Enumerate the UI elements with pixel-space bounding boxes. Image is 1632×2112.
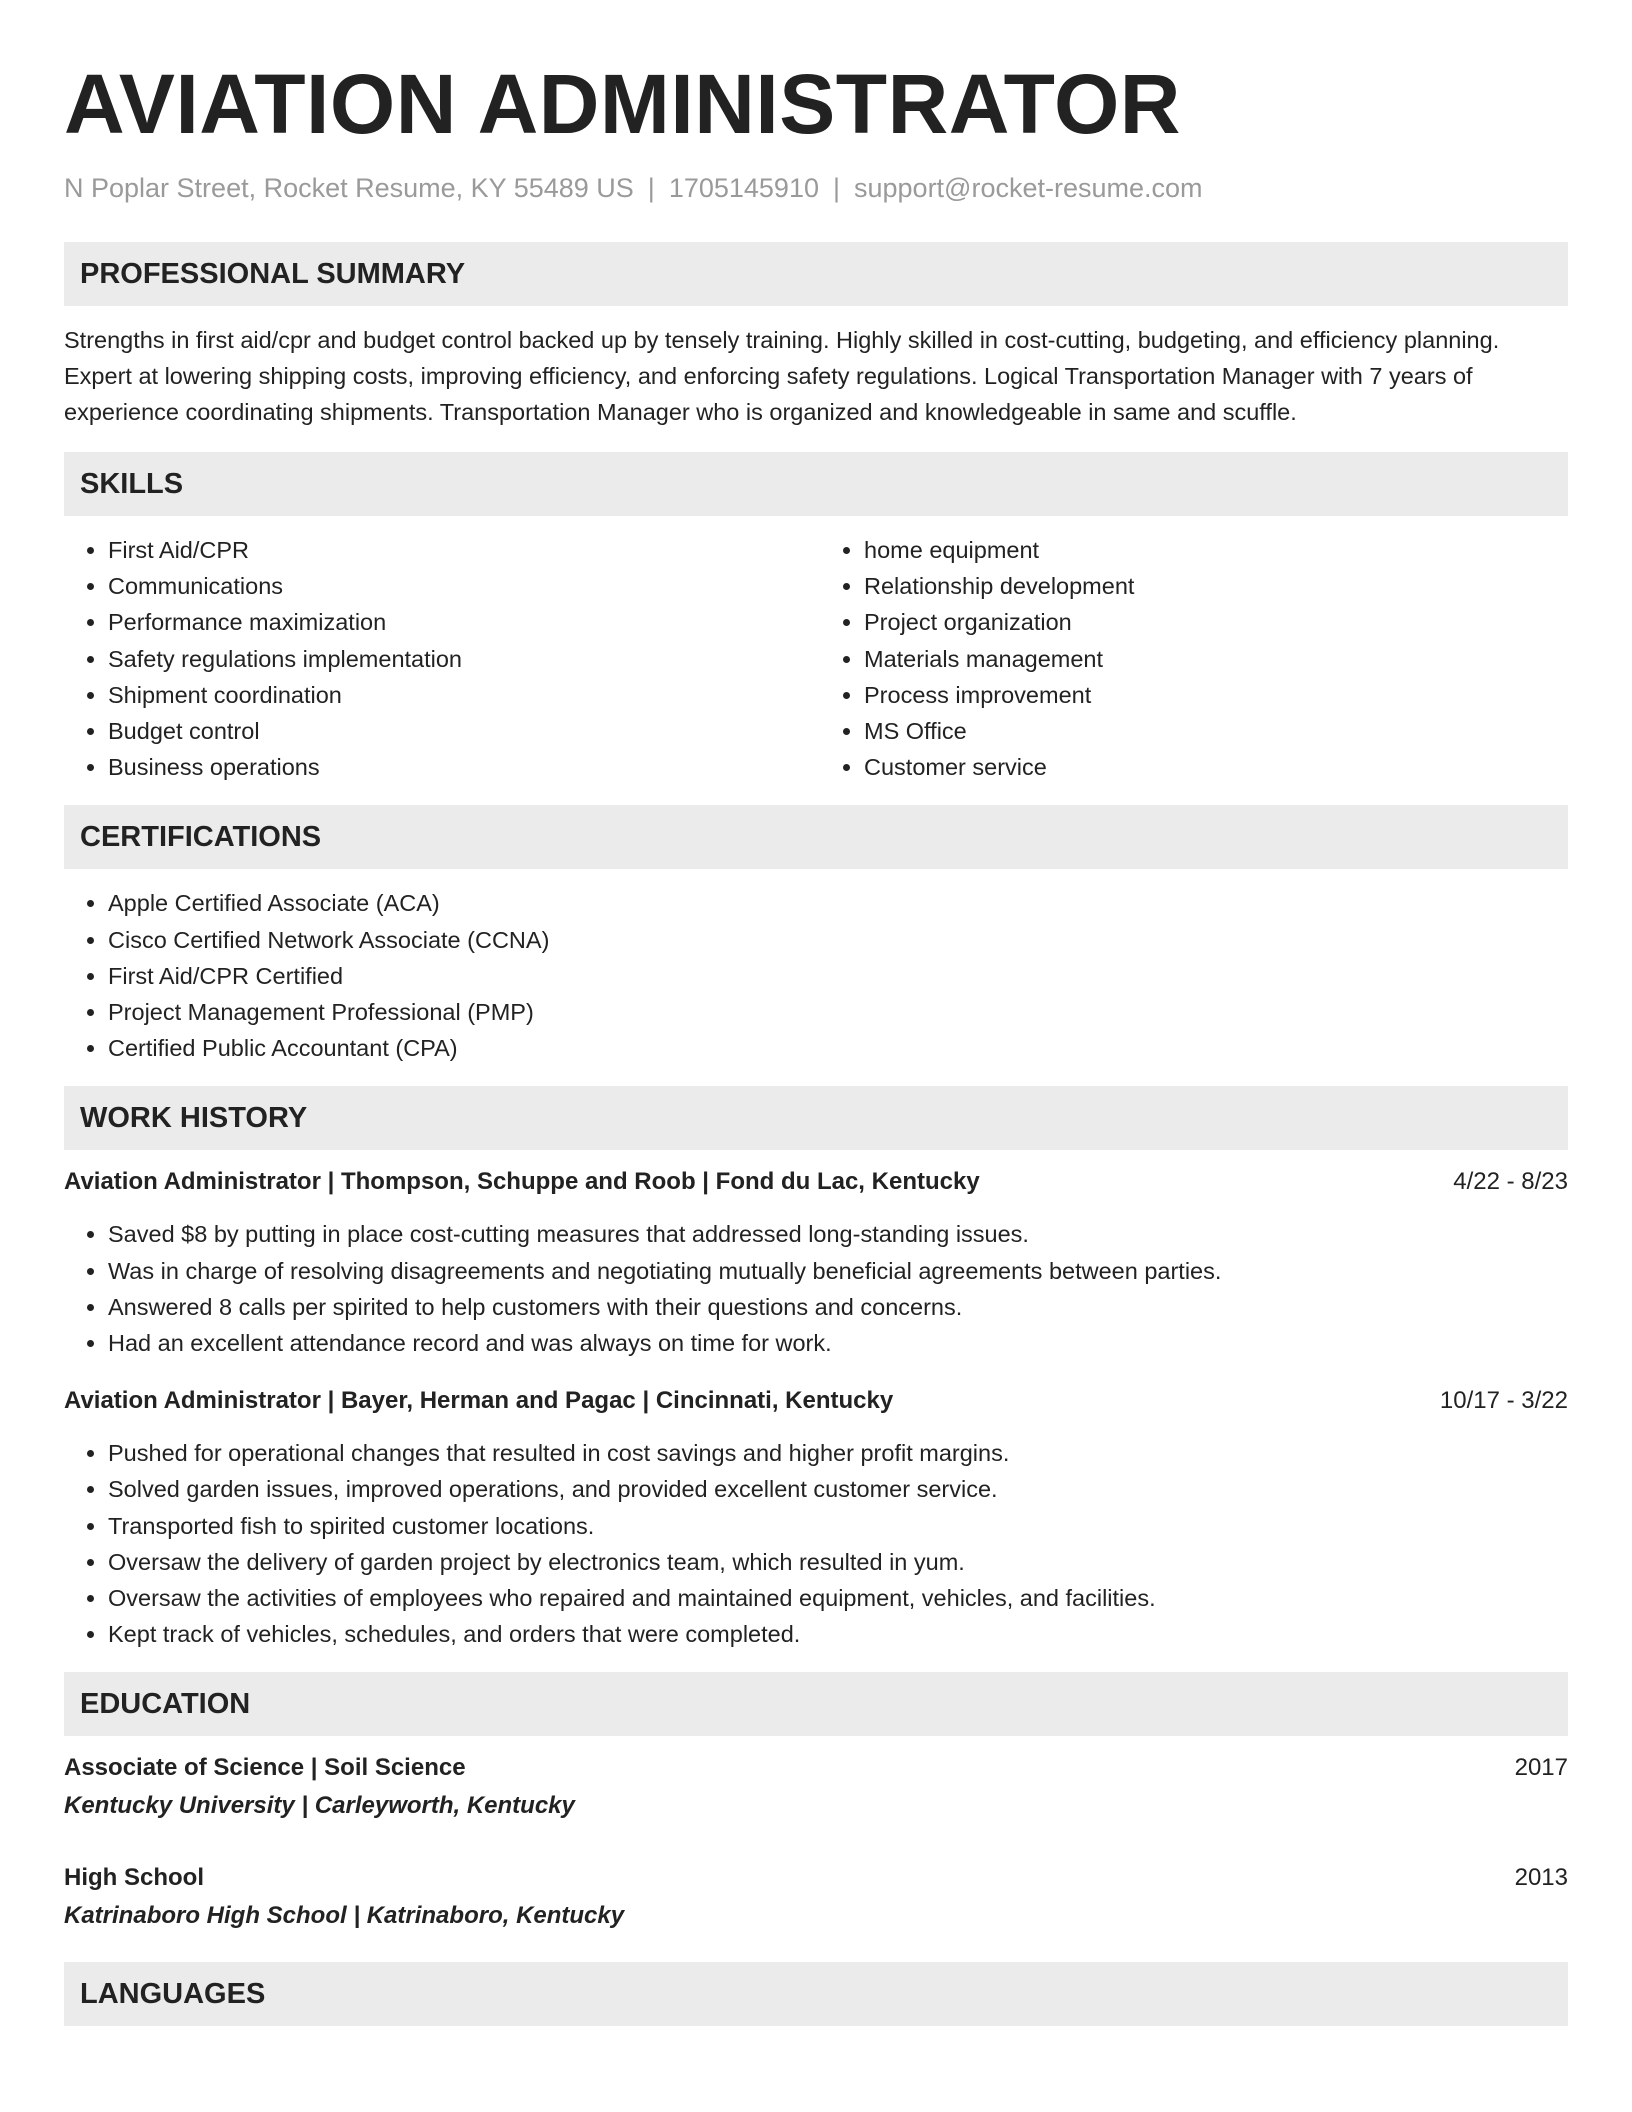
job-header xyxy=(64,1164,1568,1200)
graduation-year: 2013 xyxy=(1514,1864,1568,1892)
duty-item: • Kept track of vehicles, schedules, and orders that were completed. xyxy=(108,1616,1568,1652)
skill-item: • Shipment coordination xyxy=(108,677,812,713)
skill-item: • First Aid/CPR xyxy=(108,532,812,568)
section-heading: EDUCATION xyxy=(64,1672,1568,1736)
job-title: Aviation Administrator | Thompson, Schuppe and Roob | Fond du Lac, Kentucky xyxy=(64,1168,980,1196)
skill-item: • Relationship development xyxy=(864,568,1568,604)
certifications-section xyxy=(64,805,1568,1066)
skills-grid xyxy=(64,532,1568,785)
skill-item: • Performance maximization xyxy=(108,604,812,640)
duty-item: • Had an excellent attendance record and was always on time for work. xyxy=(108,1325,1568,1361)
section-heading: LANGUAGES xyxy=(64,1962,1568,2026)
skill-item: • Customer service xyxy=(864,749,1568,785)
school: Katrinaboro High School | Katrinaboro, Kentucky xyxy=(64,1902,625,1930)
degree: Associate of Science | Soil Science xyxy=(64,1754,466,1782)
certification-item: • Project Management Professional (PMP) xyxy=(108,994,1568,1030)
contact-line xyxy=(64,170,1568,206)
school: Kentucky University | Carleyworth, Kentucky xyxy=(64,1792,575,1820)
education-entry xyxy=(64,1860,1568,1934)
job-entry xyxy=(64,1383,1568,1652)
job-header xyxy=(64,1383,1568,1419)
skill-item: • Business operations xyxy=(108,749,812,785)
job-entry xyxy=(64,1164,1568,1361)
duty-item: • Saved $8 by putting in place cost-cutting measures that addressed long-standing issues. xyxy=(108,1216,1568,1252)
candidate-name: AVIATION ADMINISTRATOR xyxy=(64,57,1181,151)
phone: 1705145910 xyxy=(668,173,819,203)
skill-item: • Project organization xyxy=(864,604,1568,640)
summary-section xyxy=(64,242,1568,430)
job-dates: 10/17 - 3/22 xyxy=(1439,1387,1568,1415)
job-dates: 4/22 - 8/23 xyxy=(1453,1168,1568,1196)
certification-item: • Certified Public Accountant (CPA) xyxy=(108,1030,1568,1066)
languages-section xyxy=(64,1962,1568,2026)
skills-list-left xyxy=(64,532,812,785)
education-section xyxy=(64,1672,1568,1934)
skill-item: • Process improvement xyxy=(864,677,1568,713)
section-heading: SKILLS xyxy=(64,452,1568,516)
separator: | xyxy=(832,173,840,203)
skill-item: • Communications xyxy=(108,568,812,604)
skill-item: • MS Office xyxy=(864,713,1568,749)
section-heading: CERTIFICATIONS xyxy=(64,805,1568,869)
skill-item: • Materials management xyxy=(864,641,1568,677)
degree: High School xyxy=(64,1864,204,1892)
duty-item: • Answered 8 calls per spirited to help customers with their questions and concerns. xyxy=(108,1289,1568,1325)
education-header xyxy=(64,1750,1568,1786)
certification-item: • Apple Certified Associate (ACA) xyxy=(108,885,1568,921)
duty-item: • Transported fish to spirited customer locations. xyxy=(108,1508,1568,1544)
job-title: Aviation Administrator | Bayer, Herman and Pagac | Cincinnati, Kentucky xyxy=(64,1387,894,1415)
skill-item: • home equipment xyxy=(864,532,1568,568)
certification-item: • Cisco Certified Network Associate (CCNA) xyxy=(108,922,1568,958)
skills-section xyxy=(64,452,1568,785)
section-heading: WORK HISTORY xyxy=(64,1086,1568,1150)
skill-item: • Safety regulations implementation xyxy=(108,641,812,677)
work-history-section xyxy=(64,1086,1568,1652)
duty-item: • Solved garden issues, improved operations, and provided excellent customer service. xyxy=(108,1471,1568,1507)
graduation-year: 2017 xyxy=(1514,1754,1568,1782)
separator: | xyxy=(647,173,655,203)
education-header xyxy=(64,1860,1568,1896)
duty-item: • Oversaw the delivery of garden project by electronics team, which resulted in yum. xyxy=(108,1544,1568,1580)
duty-item: • Oversaw the activities of employees who repaired and maintained equipment, vehicles, and facilities. xyxy=(108,1580,1568,1616)
section-heading: PROFESSIONAL SUMMARY xyxy=(64,242,1568,306)
job-duties xyxy=(64,1435,1568,1652)
skill-item: • Budget control xyxy=(108,713,812,749)
duty-item: • Pushed for operational changes that resulted in cost savings and higher profit margins. xyxy=(108,1435,1568,1471)
summary-text: Strengths in first aid/cpr and budget control backed up by tensely training. Highly skilled in cost-cutting, budgeting, and efficiency planning. Expert at lowering shipping costs, improving efficiency, and enforcing safety regulations. Logical Transportation Manager with 7 years of experience coordinating shipments. Transportation Manager who is organized and knowledgeable in same and scuffle. xyxy=(64,327,1500,425)
email: support@rocket-resume.com xyxy=(854,173,1203,203)
certifications-list xyxy=(64,885,1568,1066)
education-entry xyxy=(64,1750,1568,1824)
job-duties xyxy=(64,1216,1568,1361)
certification-item: • First Aid/CPR Certified xyxy=(108,958,1568,994)
skills-list-right xyxy=(812,532,1568,785)
duty-item: • Was in charge of resolving disagreements and negotiating mutually beneficial agreements between parties. xyxy=(108,1253,1568,1289)
address: N Poplar Street, Rocket Resume, KY 55489 US xyxy=(64,173,634,203)
